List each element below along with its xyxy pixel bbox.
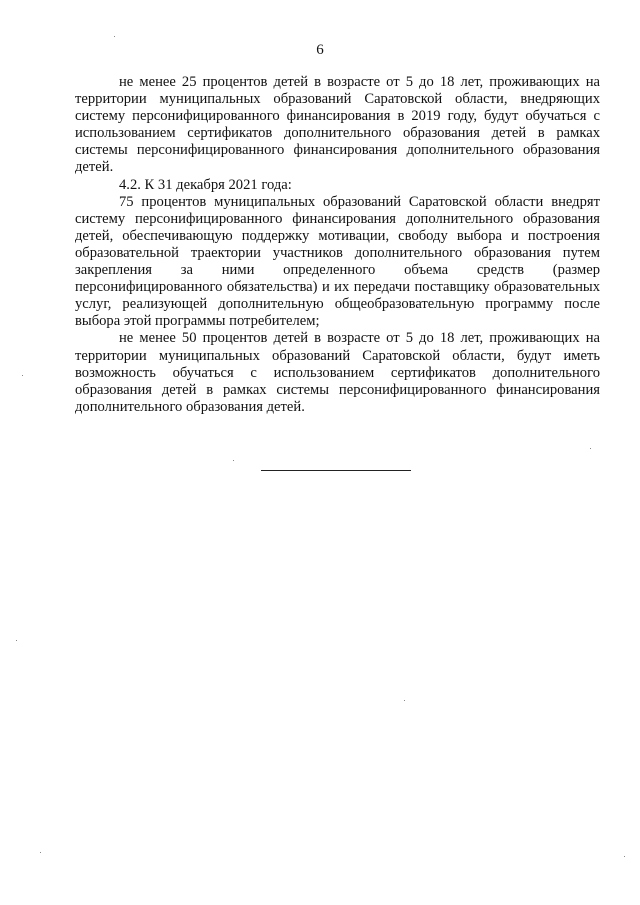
paragraph-75-percent-municipalities: 75 процентов муниципальных образований Саратовской области внедрят систему персонифицированного финансирования дополнительного образования детей, обеспечивающую поддержку мотивации, свободу выбора и построения образовательной траектории участников дополнительного образования путем закрепления за ними определенного объема средств (размер персонифицированного обязательства) и их передачи поставщику образовательных услуг, реализующей дополнительную общеобразовательную программу после выбора этой программы потребителем; xyxy=(75,193,600,330)
scan-speck xyxy=(590,448,591,449)
paragraph-children-25-percent: не менее 25 процентов детей в возрасте от 5 до 18 лет, проживающих на территории муниципальных образований Саратовской области, внедряющих систему персонифицированного финансирования в 2019 году, будут обучаться с использованием сертификатов дополнительного образования детей в рамках системы персонифицированного финансирования дополнительного образования детей. xyxy=(75,74,600,176)
scan-speck xyxy=(404,700,405,701)
scan-speck xyxy=(16,640,17,641)
paragraph-children-50-percent: не менее 50 процентов детей в возрасте от 5 до 18 лет, проживающих на территории муниципальных образований Саратовской области, будут иметь возможность обучаться с использованием сертификатов дополнительного образования детей в рамках системы персонифицированного финансирования дополнительного образования детей. xyxy=(75,330,600,415)
scan-speck xyxy=(233,460,234,461)
page-number: 6 xyxy=(316,42,324,58)
closing-divider-line xyxy=(261,470,411,471)
scan-speck xyxy=(40,852,41,853)
document-body xyxy=(75,74,600,416)
scan-speck xyxy=(624,856,625,857)
scan-speck xyxy=(22,375,23,376)
scan-speck xyxy=(114,36,115,37)
paragraph-section-4-2-heading: 4.2. К 31 декабря 2021 года: xyxy=(119,176,292,193)
